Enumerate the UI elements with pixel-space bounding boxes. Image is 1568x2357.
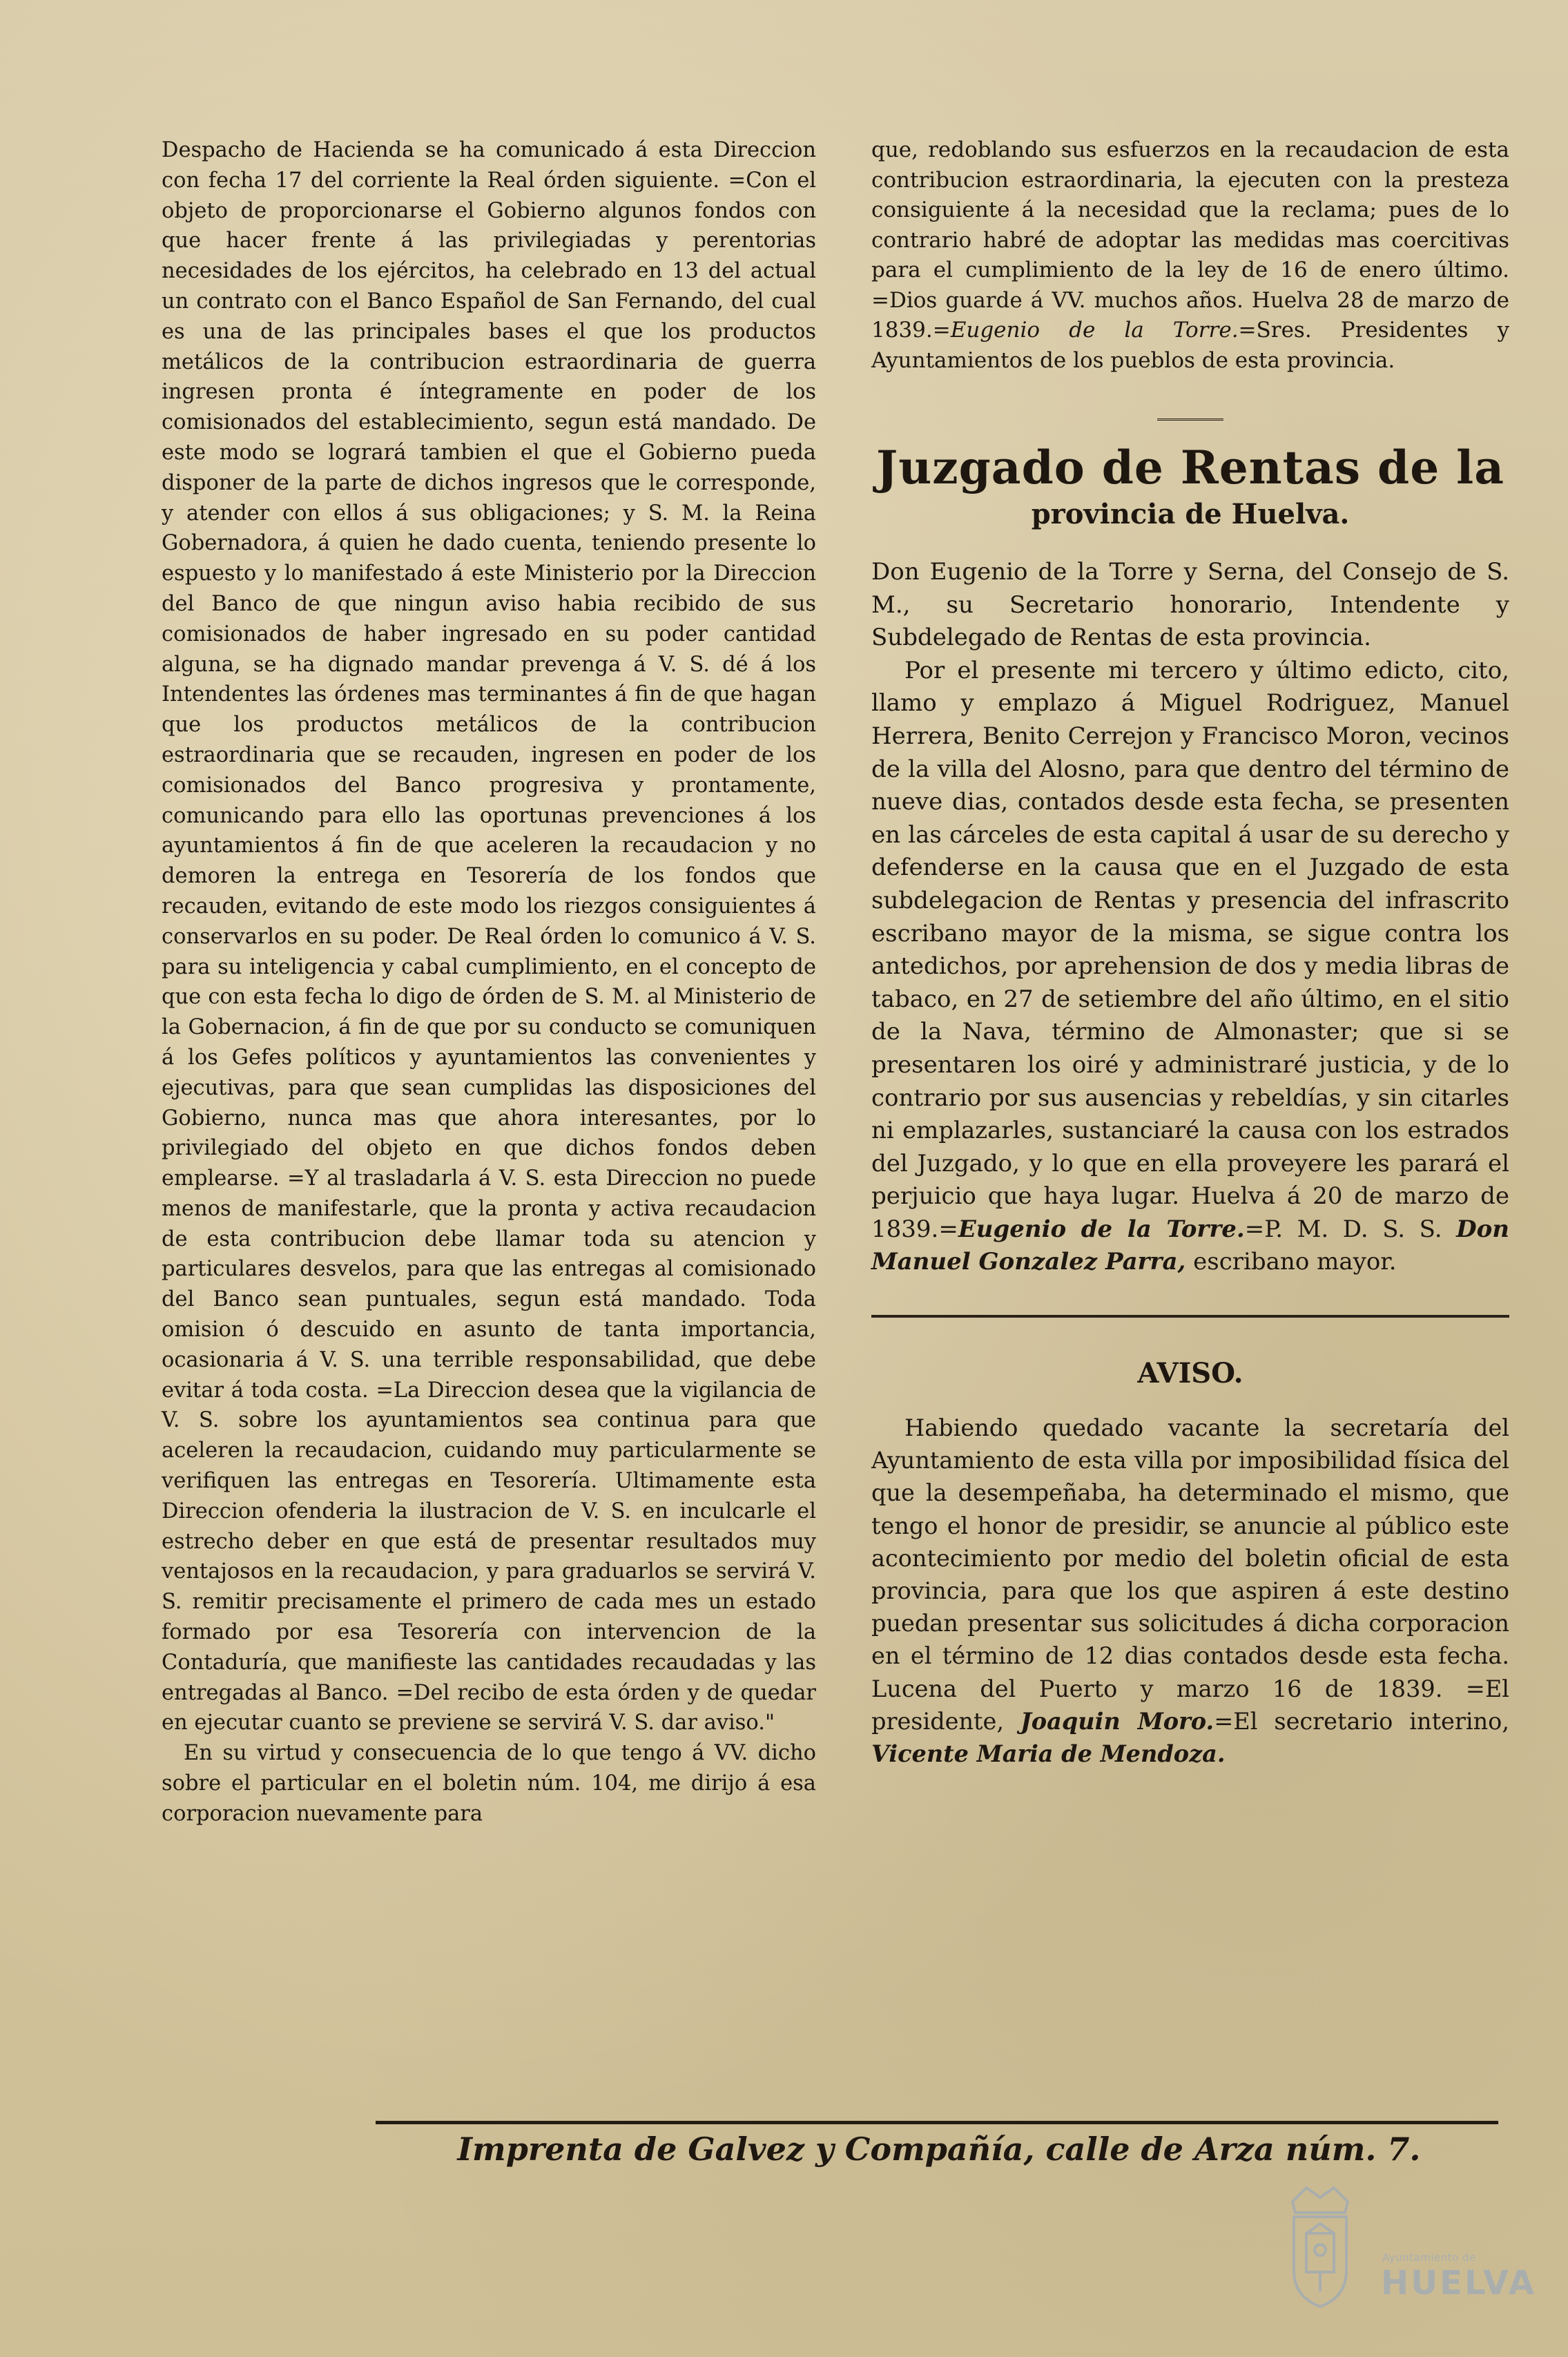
left-paragraph-consequence: En su virtud y consecuencia de lo que tengo á VV. dicho sobre el particular en el boletin núm. 104, me dirijo á esa corporacion nuevamente para (162, 1741, 816, 1826)
watermark-city-name: HUELVA (1381, 2264, 1536, 2302)
imprint-rule (376, 2121, 1498, 2124)
intro-signer: Eugenio de la Torre. (950, 318, 1239, 343)
left-column (162, 135, 816, 1829)
edict-signer-2: Don Manuel Gonzalez Parra, (871, 1215, 1510, 1276)
aviso-body (871, 1412, 1509, 1770)
section-title: Juzgado de Rentas de la (875, 441, 1505, 494)
watermark-small-text: Ayuntamiento de (1382, 2251, 1476, 2264)
edict-header: Don Eugenio de la Torre y Serna, del Consejo de S. M., su Secretario honorario, Intendente y Subdelegado de Rentas de esta provincia. (871, 558, 1509, 652)
edict-signer-1: Eugenio de la Torre. (958, 1215, 1245, 1243)
aviso-main: Habiendo quedado vacante la secretaría del Ayuntamiento de esta villa por imposibilidad física del que la desempeñaba, ha determinado el mismo, que tengo el honor de presidir, se anuncie al público este acontecimiento por medio del boletin oficial de esta provincia, para que los que aspiren á este destino puedan presentar sus solicitudes á dicha corporacion en el término de 12 dias contados desde esta fecha. Lucena del Puerto y marzo 16 de 1839. =El presidente, (871, 1414, 1509, 1735)
printer-imprint: Imprenta de Galvez y Compañía, calle de Arza núm. 7. (457, 2130, 1421, 2168)
edict-ending: escribano mayor. (1193, 1248, 1397, 1276)
right-intro-paragraph (871, 135, 1509, 376)
section-divider (871, 1315, 1509, 1318)
city-coat-of-arms-icon (1279, 2181, 1362, 2312)
aviso-signer-2: Vicente Maria de Mendoza. (871, 1740, 1226, 1768)
intro-end: =Sres. Presidentes y Ayuntamientos de los pueblos de esta provincia. (871, 318, 1509, 373)
left-paragraph-royal-order: Despacho de Hacienda se ha comunicado á esta Direccion con fecha 17 del corriente la Real órden siguiente. =Con el objeto de proporcionarse el Gobierno algunos fondos con que hacer frente á las privilegiadas y perentorias necesidades de los ejércitos, ha celebrado en 13 del actual un contrato con el Banco Español de San Fernando, del cual es una de las principales bases el que los productos metálicos de la contribucion estraordinaria de guerra ingresen pronta é íntegramente en poder de los comisionados del establecimiento, segun está mandado. De este modo se logrará tambien el que el Gobierno pueda disponer de la parte de dichos ingresos que le corresponde, y atender con ellos á sus obligaciones; y S. M. la Reina Gobernadora, á quien he dado cuenta, teniendo presente lo espuesto y lo manifestado á este Ministerio por la Direccion del Banco de que ningun aviso habia recibido de sus comisionados de haber ingresado en su poder cantidad alguna, se ha dignado mandar prevenga á V. S. dé á los Intendentes las órdenes mas terminantes á fin de que hagan que los productos metálicos de la contribucion estraordinaria que se recauden, ingresen en poder de los comisionados del Banco progresiva y prontamente, comunicando para ello las oportunas prevenciones á los ayuntamientos á fin de que aceleren la recaudacion y no demoren la entrega en Tesorería de los fondos que recauden, evitando de este modo los riezgos consiguientes á conservarlos en su poder. De Real órden lo comunico á V. S. para su inteligencia y cabal cumplimiento, en el concepto de que con esta fecha lo digo de órden de S. M. al Ministerio de la Gobernacion, á fin de que por su conducto se comuniquen á los Gefes políticos y ayuntamientos las convenientes y ejecutivas, para que sean cumplidas las disposiciones del Gobierno, nunca mas que ahora interesantes, por lo privilegiado del objeto en que dichos fondos deben emplearse. =Y al trasladarla á V. S. esta Direccion no puede menos de manifestarle, que la pronta y activa recaudacion de esta contribucion debe llamar toda su atencion y particulares desvelos, para que las entregas al comisionado del Banco sean puntuales, segun está mandado. Toda omision ó descuido en asunto de tanta importancia, ocasionaria á V. S. una terrible responsabilidad, que debe evitar á toda costa. =La Direccion desea que la vigilancia de V. S. sobre los ayuntamientos sea continua para que aceleren la recaudacion, cuidando muy particularmente se verifiquen las entregas en Tesorería. Ultimamente esta Direccion ofenderia la ilustracion de V. S. en inculcarle el estrecho deber en que está de presentar resultados muy ventajosos en la recaudacion, y para graduarlos se servirá V. S. remitir precisamente el primero de cada mes un estado formado por esa Tesorería con intervencion de la Contaduría, que manifieste las cantidades recaudadas y las entregadas al Banco. =Del recibo de esta órden y de quedar en ejecutar cuanto se previene se servirá V. S. dar aviso." (162, 138, 816, 1735)
aviso-title: AVISO. (1137, 1357, 1243, 1390)
edict-text (871, 655, 1509, 1279)
right-column (871, 135, 1509, 1770)
aviso-signer-1: Joaquin Moro. (1020, 1707, 1214, 1735)
double-rule-divider (1157, 419, 1223, 423)
aviso-middle: =El secretario interino, (1214, 1707, 1509, 1735)
edict-main: Por el presente mi tercero y último edicto, cito, llamo y emplazo á Miguel Rodriguez, Manuel Herrera, Benito Cerrejon y Francisco Moron, vecinos de la villa del Alosno, para que dentro del término de nueve dias, contados desde esta fecha, se presenten en las cárceles de esta capital á usar de su derecho y defenderse en la causa que en el Juzgado de esta subdelegacion de Rentas y presencia del infrascrito escribano mayor de la misma, se sigue contra los antedichos, por aprehension de dos y media libras de tabaco, en 27 de setiembre del año último, en el sitio de la Nava, término de Almonaster; que si se presentaren los oiré y administraré justicia, y de lo contrario por sus ausencias y rebeldías, y sin citarles ni emplazarles, sustanciaré la causa con los estrados del Juzgado, y lo que en ella proveyere les parará el perjuicio que haya lugar. Huelva á 20 de marzo de 1839.= (871, 656, 1509, 1243)
edict-body (871, 556, 1509, 1279)
section-subtitle: provincia de Huelva. (1031, 498, 1350, 530)
intro-text: que, redoblando sus esfuerzos en la recaudacion de esta contribucion estraordinaria, la ejecuten con la presteza consiguiente á la necesidad que la reclama; pues de lo contrario habré de adoptar las medidas mas coercitivas para el cumplimiento de la ley de 16 de enero último. =Dios guarde á VV. muchos años. Huelva 28 de marzo de 1839.= (871, 137, 1509, 343)
edict-middle: =P. M. D. S. S. (1244, 1215, 1442, 1243)
archive-watermark (1279, 2174, 1536, 2326)
